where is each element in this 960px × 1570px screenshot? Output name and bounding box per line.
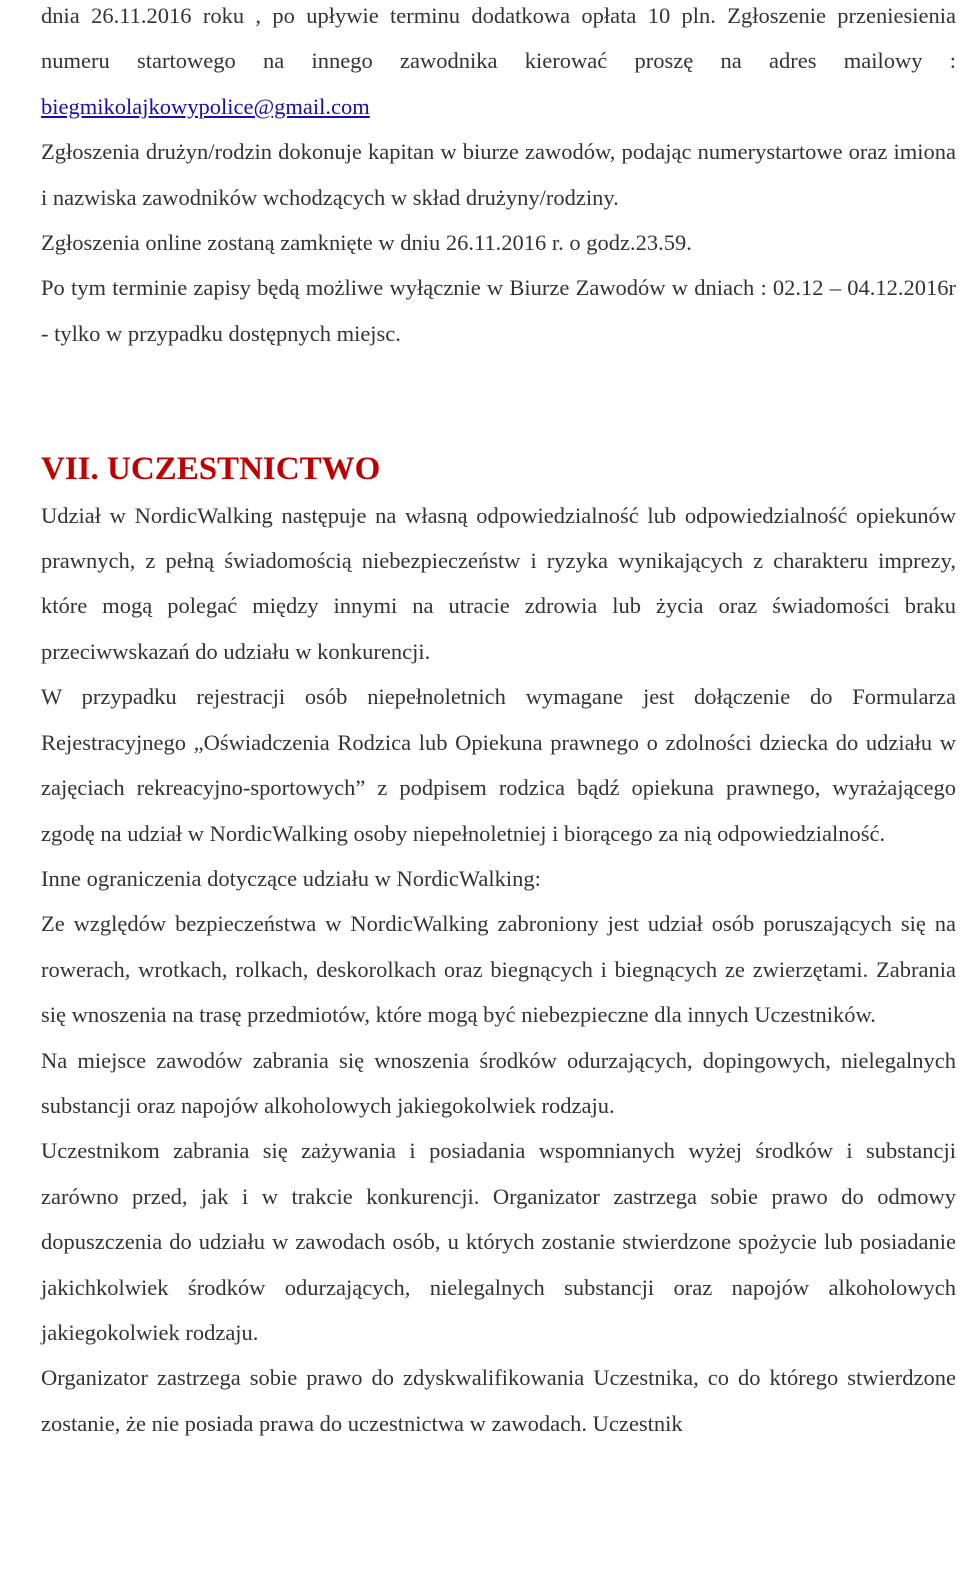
participation-paragraph-minors: W przypadku rejestracji osób niepełnoletnich wymagane jest dołączenie do Formularza Rejestracyjnego „Oświadczenia Rodzica lub Opiekuna prawnego o zdolności dziecka do udziału w zajęciach rekreacyjno-sportowych” z podpisem rodzica bądź opiekuna prawnego, wyrażającego zgodę na udział w NordicWalking osoby niepełnoletniej i biorącego za nią odpowiedzialność. (41, 684, 956, 846)
intro-paragraph-office-dates: Po tym terminie zapisy będą możliwe wyłącznie w Biurze Zawodów w dniach : 02.12 – 04.12.2016r - tylko w przypadku dostępnych miejsc. (41, 275, 956, 346)
participation-paragraph-safety: Ze względów bezpieczeństwa w NordicWalking zabroniony jest udział osób poruszających się na rowerach, wrotkach, rolkach, deskorolkach oraz biegnących i biegnących ze zwierzętami. Zabrania się wnoszenia na trasę przedmiotów, które mogą być niebezpieczne dla innych Uczestników. (41, 911, 956, 1028)
intro-paragraph-registration (41, 0, 956, 129)
participation-paragraph-responsibility: Udział w NordicWalking następuje na własną odpowiedzialność lub odpowiedzialność opiekunów prawnych, z pełną świadomością niebezpieczeństw i ryzyka wynikających z charakteru imprezy, które mogą polegać między innymi na utracie zdrowia lub życia oraz świadomości braku przeciwwskazań do udziału w konkurencji. (41, 502, 956, 664)
intro-paragraph-teams: Zgłoszenia drużyn/rodzin dokonuje kapitan w biurze zawodów, podając numerystartowe oraz imiona i nazwiska zawodników wchodzących w skład drużyny/rodziny. (41, 139, 956, 210)
participation-paragraph-restrictions-title: Inne ograniczenia dotyczące udziału w NordicWalking: (41, 865, 541, 891)
participation-paragraph-usage: Uczestnikom zabrania się zażywania i posiadania wspomnianych wyżej środków i substancji zarówno przed, jak i w trakcie konkurencji. Organizator zastrzega sobie prawo do odmowy dopuszczenia do udziału w zawodach osób, u których zostanie stwierdzone spożycie lub posiadanie jakichkolwiek środków odurzających, nielegalnych substancji oraz napojów alkoholowych jakiegokolwiek rodzaju. (41, 1138, 956, 1345)
intro-paragraph-online-close: Zgłoszenia online zostaną zamknięte w dniu 26.11.2016 r. o godz.23.59. (41, 230, 692, 256)
intro-paragraph-text: dnia 26.11.2016 roku , po upływie terminu dodatkowa opłata 10 pln. Zgłoszenie przeniesienia numeru startowego na innego zawodnika kierować proszę na adres mailowy : (41, 3, 956, 74)
section-spacer (41, 356, 956, 447)
document-page (41, 0, 956, 1446)
participation-paragraph-substances: Na miejsce zawodów zabrania się wnoszenia środków odurzających, dopingowych, nielegalnych substancji oraz napojów alkoholowych jakiegokolwiek rodzaju. (41, 1047, 956, 1118)
participation-paragraph-disqualification: Organizator zastrzega sobie prawo do zdyskwalifikowania Uczestnika, co do którego stwierdzone zostanie, że nie posiada prawa do uczestnictwa w zawodach. Uczestnik (41, 1365, 956, 1436)
email-link[interactable]: biegmikolajkowypolice@gmail.com (41, 93, 370, 119)
section-heading: VII. UCZESTNICTWO (41, 451, 381, 488)
